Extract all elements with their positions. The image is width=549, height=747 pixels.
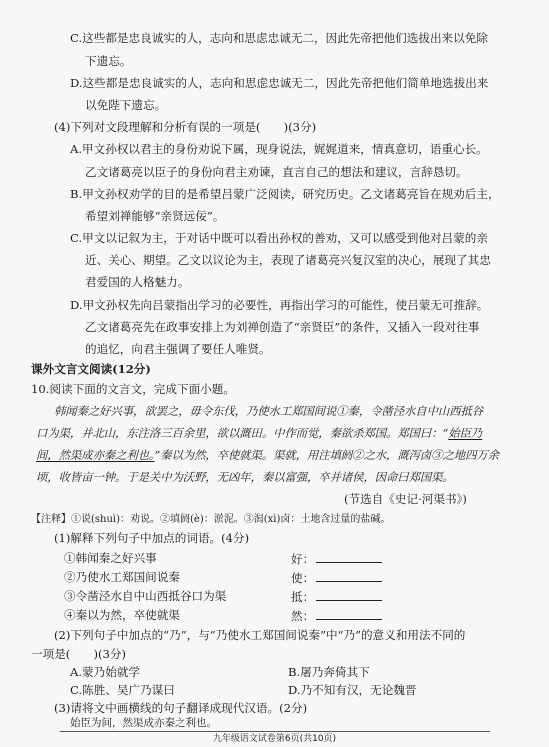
passage-line3 [36, 447, 499, 463]
q9-4-option-a-line1: A.甲文孙权以君主的身份劝说下属，现身说法，娓娓道来，情真意切，语重心长。 [70, 142, 488, 156]
q10-1-item-3: ③令凿泾水自中山西抵谷口为渠 [64, 589, 227, 603]
passage-source: (节选自《史记·河渠书》) [344, 492, 467, 506]
q10-1-answer-1 [291, 550, 382, 567]
answer-blank[interactable] [316, 550, 382, 563]
q9-4-option-b-line2: 希望刘禅能够“亲贤远佞”。 [85, 209, 225, 223]
q9-4-option-c-line2: 近、关心、期望。乙文以议论为主，表现了诸葛亮兴复汉室的决心，展现了其忠 [85, 253, 491, 267]
q9-4-option-d-line3: 的追忆，向君主强调了要任人唯贤。 [85, 342, 271, 356]
q10-1-key-2: 使： [291, 571, 315, 585]
q10-1-answer-2 [291, 569, 382, 586]
q10-3-sentence: 始臣为间，然渠成亦秦之利也。 [70, 717, 217, 729]
passage-line2-text: 口为渠，并北山，东注洛三百余里，欲以溉田。中作而觉，秦欲杀郑国。郑国曰：“ [36, 426, 449, 440]
q10-1-item-1: ①韩闻秦之好兴事 [64, 551, 157, 565]
q10-2-stem-line1: (2)下列句子中加点的“乃”，与“乃使水工郑国间说秦”中“乃”的意义和用法不同的 [54, 628, 466, 642]
q10-1-key-4: 然： [291, 609, 315, 623]
q9-option-c-line1: C.这些都是忠良诚实的人，志向和思虑忠诚无二，因此先帝把他们选拔出来以免除 [70, 31, 488, 45]
passage-line3-text: ”秦以为然，卒使就渠。渠就，用注填阏②之水，溉泻卤③之地四万余 [154, 448, 499, 462]
q10-2-option-d[interactable]: D.乃不知有汉，无论魏晋 [288, 683, 417, 697]
q10-2-stem-line2: 一项是( )(3分) [31, 647, 127, 661]
q10-1-key-3: 抵： [291, 590, 315, 604]
underlined-sentence-part2: 间，然渠成亦秦之利也。 [36, 448, 155, 462]
q9-4-option-c-line3: 君爱国的人格魅力。 [85, 275, 190, 289]
passage-line2 [36, 425, 482, 441]
section-heading: 课外文言文阅读(12分) [31, 362, 151, 376]
q9-option-d-line2: 以免陛下遗忘。 [85, 98, 167, 112]
footer-rule [60, 731, 490, 732]
q9-4-stem: (4)下列对文段理解和分析有误的一项是( )(3分) [54, 120, 317, 134]
q10-1-stem: (1)解释下列句子中加点的词语。(4分) [54, 531, 250, 545]
answer-blank[interactable] [316, 588, 382, 601]
q9-4-option-d-line1: D.甲文孙权先向吕蒙指出学习的必要性，再指出学习的可能性，使吕蒙无可推辞。 [70, 298, 489, 312]
q10-1-item-4: ④秦以为然，卒使就渠 [64, 608, 180, 622]
q9-4-option-a-line2: 乙文诸葛亮以臣子的身份向君主劝谏，直言自己的想法和建议，言辞恳切。 [85, 165, 468, 179]
underlined-sentence-part1: 始臣乃 [448, 426, 483, 440]
q10-1-key-1: 好： [291, 552, 315, 566]
q9-option-c-line2: 下遗忘。 [85, 54, 132, 68]
q10-1-answer-4 [291, 607, 382, 624]
q10-stem: 10.阅读下面的文言文，完成下面小题。 [31, 382, 235, 396]
q9-option-d-line1: D.这些都是忠良诚实的人，志向和思虑忠诚无二，因此先帝把他们简单地选拔出来 [70, 76, 489, 90]
q10-1-answer-3 [291, 588, 382, 605]
answer-blank[interactable] [316, 607, 382, 620]
q9-4-option-b-line1: B.甲文孙权劝学的目的是希望吕蒙广泛阅读，研究历史。乙文诸葛亮旨在规劝后主， [70, 187, 500, 201]
q10-2-option-b[interactable]: B.屠乃奔倚其下 [288, 665, 370, 679]
annotations: 【注释】①说(shuì)：劝说。②填阏(è)：淤泥。③潟(xì)卤：土地含过量的盐碱。 [31, 514, 391, 525]
q10-2-option-a[interactable]: A.蒙乃始就学 [70, 665, 141, 679]
q9-4-option-d-line2: 乙文诸葛亮先在政事安排上为刘禅创造了“亲贤臣”的条件，又插入一段对往事 [85, 320, 480, 334]
answer-blank[interactable] [316, 569, 382, 582]
q10-2-option-c[interactable]: C.陈胜、吴广乃谋曰 [70, 683, 175, 697]
passage-line4: 顷，收皆亩一钟。于是关中为沃野，无凶年，秦以富强，卒并诸侯，因命曰郑国渠。 [36, 470, 454, 484]
q10-1-item-2: ②乃使水工郑国间说秦 [64, 570, 180, 584]
passage-line1: 韩闻秦之好兴事，欲罢之，毋令东伐，乃使水工郑国间说①秦，令凿泾水自中山西抵谷 [54, 404, 484, 418]
q10-3-stem: (3)请将文中画横线的句子翻译成现代汉语。(2分) [54, 701, 308, 715]
q9-4-option-c-line1: C.甲文以记叙为主，于对话中既可以看出孙权的善劝，又可以感受到他对吕蒙的亲 [70, 231, 488, 245]
page-footer: 九年级语文试卷第6页(共10页) [212, 734, 337, 744]
